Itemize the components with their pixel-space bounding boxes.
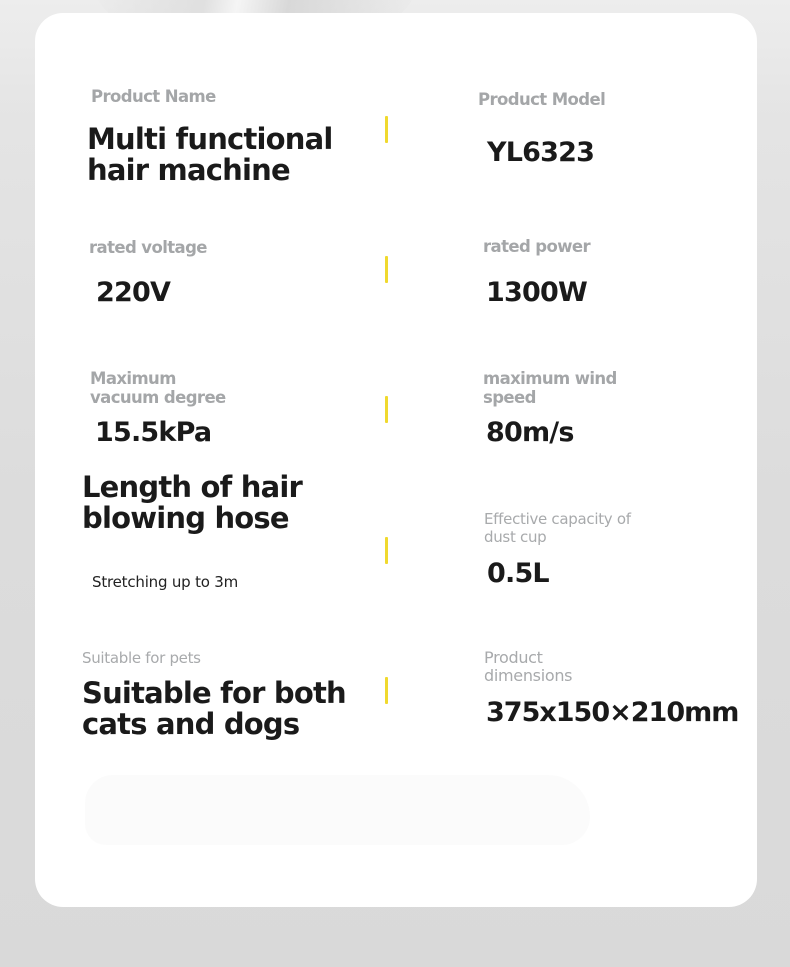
dust-cup-value-wrap	[487, 558, 549, 589]
divider-row3	[385, 396, 388, 423]
rated-voltage-value: 220V	[96, 277, 171, 308]
max-wind-label-line1: maximum wind	[483, 369, 617, 388]
dust-cup-field	[484, 510, 631, 546]
rated-power-label: rated power	[483, 237, 591, 256]
rated-voltage-label: rated voltage	[89, 238, 207, 257]
max-vacuum-field	[90, 369, 226, 407]
faded-product-silhouette	[85, 775, 590, 845]
product-name-value	[87, 124, 333, 186]
hose-length-value-wrap	[92, 567, 238, 598]
hose-length-title-line2: blowing hose	[82, 501, 289, 535]
divider-row1	[385, 116, 388, 143]
max-wind-field	[483, 369, 617, 407]
rated-voltage-value-wrap	[96, 277, 170, 308]
max-vacuum-label-line1: Maximum	[90, 369, 176, 388]
rated-power-field	[483, 237, 590, 256]
dimensions-label-line1: Product	[484, 648, 543, 667]
dimensions-value: 375x150×210mm	[486, 697, 739, 728]
hose-length-title	[82, 472, 302, 534]
product-model-value: YL6323	[487, 137, 595, 168]
dust-cup-label-line1: Effective capacity of	[484, 510, 631, 528]
rated-voltage-field	[89, 238, 207, 257]
suitable-pets-value-line2: cats and dogs	[82, 707, 300, 741]
product-name-value-line1: Multi functional	[87, 122, 333, 156]
suitable-pets-label: Suitable for pets	[82, 649, 201, 667]
divider-row4	[385, 537, 388, 564]
product-model-value-wrap	[487, 137, 594, 168]
hose-length-value: Stretching up to 3m	[92, 573, 239, 591]
max-vacuum-value: 15.5kPa	[95, 417, 212, 448]
product-model-field	[478, 90, 605, 109]
product-model-label: Product Model	[478, 90, 606, 109]
suitable-pets-value-line1: Suitable for both	[82, 676, 346, 710]
max-wind-value-wrap	[486, 417, 574, 448]
dimensions-label-line2: dimensions	[484, 666, 573, 685]
product-name-field	[91, 87, 216, 106]
product-name-label: Product Name	[91, 87, 216, 106]
max-vacuum-label-line2: vacuum degree	[90, 388, 226, 407]
dimensions-field	[484, 649, 572, 685]
suitable-pets-field	[82, 649, 201, 667]
dust-cup-label-line2: dust cup	[484, 528, 547, 546]
max-wind-value: 80m/s	[486, 417, 574, 448]
divider-row5	[385, 677, 388, 704]
max-vacuum-value-wrap	[95, 417, 211, 448]
suitable-pets-value	[82, 678, 346, 740]
hose-length-title-line1: Length of hair	[82, 470, 303, 504]
rated-power-value-wrap	[486, 277, 587, 308]
divider-row2	[385, 256, 388, 283]
dimensions-value-wrap	[486, 697, 738, 728]
dust-cup-value: 0.5L	[487, 558, 549, 589]
product-name-value-line2: hair machine	[87, 153, 290, 187]
rated-power-value: 1300W	[486, 277, 587, 308]
max-wind-label-line2: speed	[483, 388, 536, 407]
